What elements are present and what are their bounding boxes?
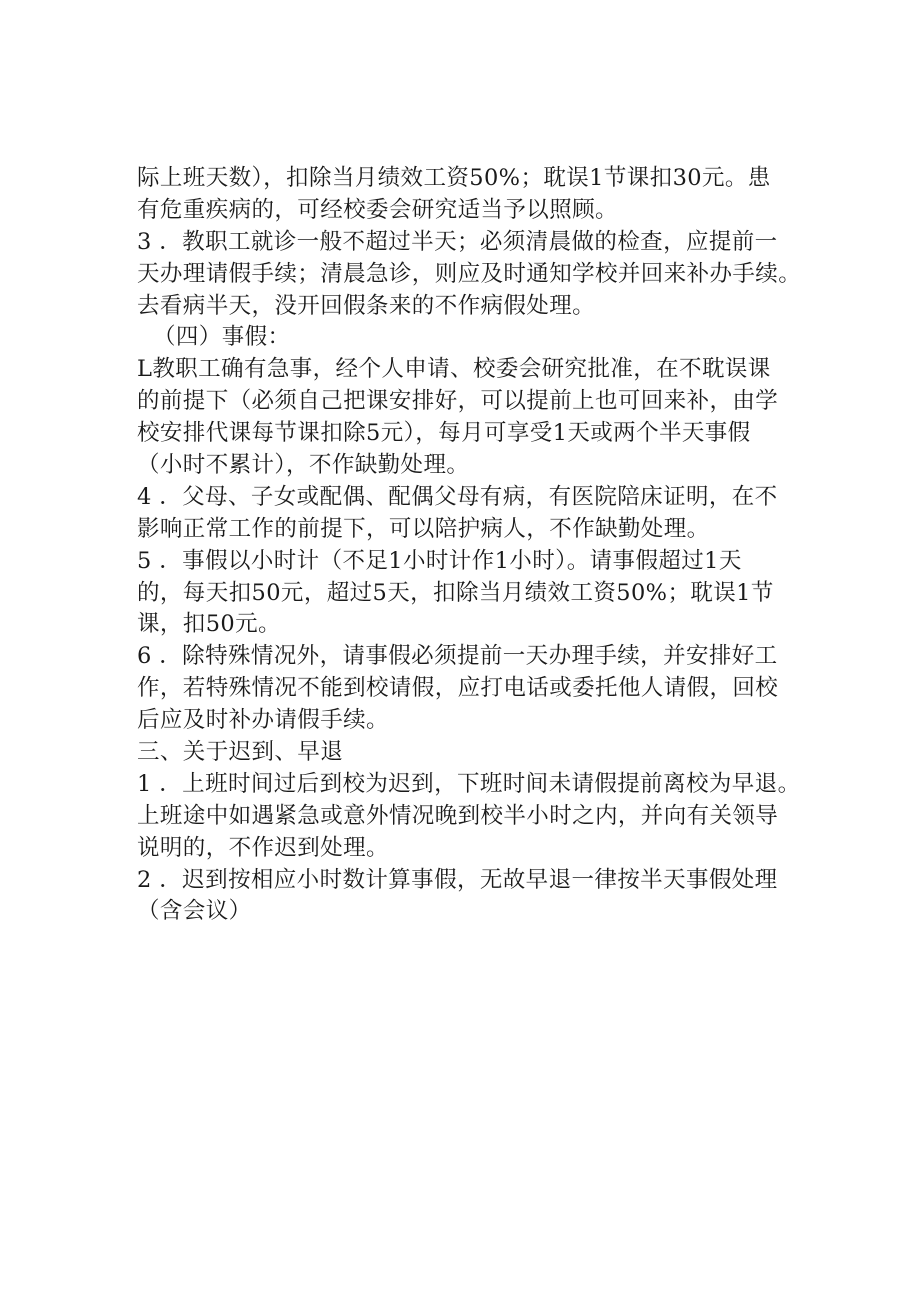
paragraph-line: 上班途中如遇紧急或意外情况晚到校半小时之内，并向有关领导 [137,802,779,829]
paragraph-line: 去看病半天，没开回假条来的不作病假处理。 [137,292,596,319]
paragraph-line: 影响正常工作的前提下，可以陪护病人，不作缺勤处理。 [137,515,710,542]
paragraph-line: 说明的，不作迟到处理。 [137,834,389,861]
paragraph-line: 1 ．上班时间过后到校为迟到，下班时间未请假提前离校为早退。 [137,770,801,797]
paragraph-line: 3 ．教职工就诊一般不超过半天；必须清晨做的检查，应提前一 [137,228,778,255]
paragraph-line: 校安排代课每节课扣除5元），每月可享受1天或两个半天事假 [137,420,751,447]
section-heading: 三、关于迟到、早退 [137,739,344,766]
paragraph-line: 的前提下（必须自己把课安排好，可以提前上也可回来补，由学 [137,388,779,415]
section-heading: （四）事假： [153,324,291,351]
paragraph-line: 天办理请假手续；清晨急诊，则应及时通知学校并回来补办手续。 [137,260,802,287]
paragraph-line: L教职工确有急事，经个人申请、校委会研究批准，在不耽误课 [137,356,771,383]
document-body [137,163,809,928]
paragraph-line: 6 ．除特殊情况外，请事假必须提前一天办理手续，并安排好工 [137,643,778,670]
paragraph-line: 有危重疾病的，可经校委会研究适当予以照顾。 [137,196,618,223]
paragraph-line: 5 ．事假以小时计（不足1小时计作1小时）。请事假超过1天 [137,547,742,574]
paragraph-line: 作，若特殊情况不能到校请假，应打电话或委托他人请假，回校 [137,675,779,702]
paragraph-line: 2 ．迟到按相应小时数计算事假，无故早退一律按半天事假处理 [137,866,778,893]
paragraph-line: （小时不累计），不作缺勤处理。 [137,452,470,479]
paragraph-line: 课，扣50元。 [137,611,281,638]
paragraph-line: 的，每天扣50元，超过5天，扣除当月绩效工资50%；耽误1节 [137,579,774,606]
paragraph-line: （含会议） [137,898,252,925]
paragraph-line: 际上班天数），扣除当月绩效工资50%；耽误1节课扣30元。患 [137,165,771,191]
paragraph-line: 4 ．父母、子女或配偶、配偶父母有病，有医院陪床证明，在不 [137,483,778,510]
paragraph-line: 后应及时补办请假手续。 [137,707,389,734]
